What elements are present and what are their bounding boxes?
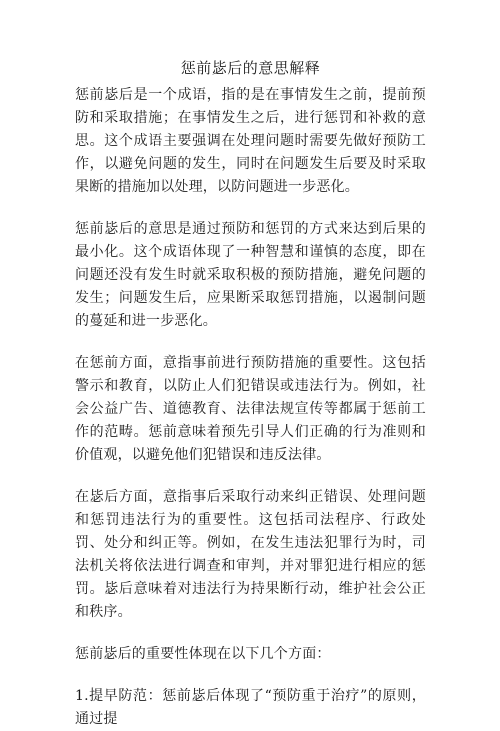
paragraph-meaning: 惩前毖后的意思是通过预防和惩罚的方式来达到后果的最小化。这个成语体现了一种智慧和谨慎的态度，即在问题还没有发生时就采取积极的预防措施，避免问题的发生；问题发生后，应果断采取惩罚措施，以遏制问题的蔓延和进一步恶化。 <box>75 221 426 329</box>
paragraph-before: 在惩前方面，意指事前进行预防措施的重要性。这包括警示和教育，以防止人们犯错误或违法行为。例如，社会公益广告、道德教育、法律法规宣传等都属于惩前工作的范畴。惩前意味着预先引导人们正确的行为准则和价值观，以避免他们犯错误和违反法律。 <box>75 355 426 463</box>
document-title: 惩前毖后的意思解释 <box>180 59 321 77</box>
paragraph-intro: 惩前毖后是一个成语，指的是在事情发生之前，提前预防和采取措施；在事情发生之后，进行惩罚和补救的意思。这个成语主要强调在处理问题时需要先做好预防工作，以避免问题的发生，同时在问题发生后要及时采取果断的措施加以处理，以防问题进一步恶化。 <box>75 87 426 195</box>
paragraph-importance-heading: 惩前毖后的重要性体现在以下几个方面： <box>75 646 331 662</box>
paragraph-point-1: 1.提早防范：惩前毖后体现了“预防重于治疗”的原则，通过提 <box>75 688 426 727</box>
paragraph-after: 在毖后方面，意指事后采取行动来纠正错误、处理问题和惩罚违法行为的重要性。这包括司法程序、行政处罚、处分和纠正等。例如，在发生违法犯罪行为时，司法机关将依法进行调查和审判，并对罪犯进行相应的惩罚。毖后意味着对违法行为持果断行动，维护社会公正和秩序。 <box>75 489 426 620</box>
